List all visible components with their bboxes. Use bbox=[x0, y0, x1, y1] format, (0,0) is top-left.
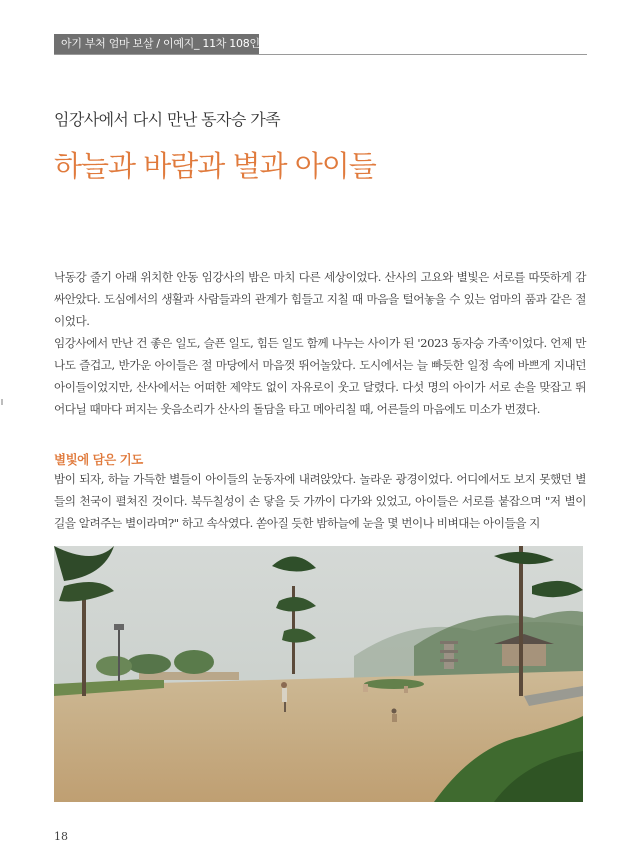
section-paragraph: 밤이 되자, 하늘 가득한 별들이 아이들의 눈동자에 내려앉았다. 놀라운 광경이었다. 어디에서도 보지 못했던 별들의 천국이 펼쳐진 것이다. 북두칠성이 손 닿을 듯 가까이 다가와 있었고, 아이들은 서로를 붙잡으며 "저 별이 길을 알려주는 별이라며?" 하고 속삭였다. 쏟아질 듯한 밤하늘에 눈을 몇 번이나 비벼대는 아이들을 지 bbox=[54, 472, 586, 530]
running-title: 아기 부처 엄마 보살 / 이예지_ 11차 108인 bbox=[54, 34, 259, 54]
article-title: 하늘과 바람과 별과 아이들 bbox=[54, 149, 376, 183]
paragraph-2: 임강사에서 만난 건 좋은 일도, 슬픈 일도, 힘든 일도 함께 나누는 사이가 된 '2023 동자승 가족'이었다. 언제 만나도 즐겁고, 반가운 아이들은 절 마당에서 마음껏 뛰어놀았다. 도시에서는 늘 빠듯한 일정 속에 바쁘게 지내던 아이들이었지만, 산사에서는 어떠한 제약도 없이 자유로이 웃고 달렸다. 다섯 명의 아이가 서로 손을 맞잡고 뛰어다닐 때마다 퍼지는 웃음소리가 산사의 돌담을 타고 메아리칠 때, 어른들의 마음에도 미소가 번졌다. bbox=[54, 336, 586, 416]
section-body bbox=[54, 468, 586, 534]
running-header bbox=[54, 34, 587, 56]
section-heading: 별빛에 담은 기도 bbox=[54, 452, 143, 467]
temple-courtyard-photo bbox=[54, 546, 583, 802]
intro-text bbox=[54, 266, 586, 420]
article-subtitle: 임강사에서 다시 만난 동자승 가족 bbox=[54, 110, 280, 129]
paragraph-1: 낙동강 줄기 아래 위치한 안동 임강사의 밤은 마치 다른 세상이었다. 산사의 고요와 별빛은 서로를 따뜻하게 감싸안았다. 도심에서의 생활과 사람들과의 관계가 힘들고 지칠 때 마음을 털어놓을 수 있는 엄마의 품과 같은 절이었다. bbox=[54, 270, 586, 328]
page-number: 18 bbox=[54, 830, 68, 843]
margin-mark bbox=[1, 399, 3, 405]
header-divider bbox=[54, 54, 587, 55]
